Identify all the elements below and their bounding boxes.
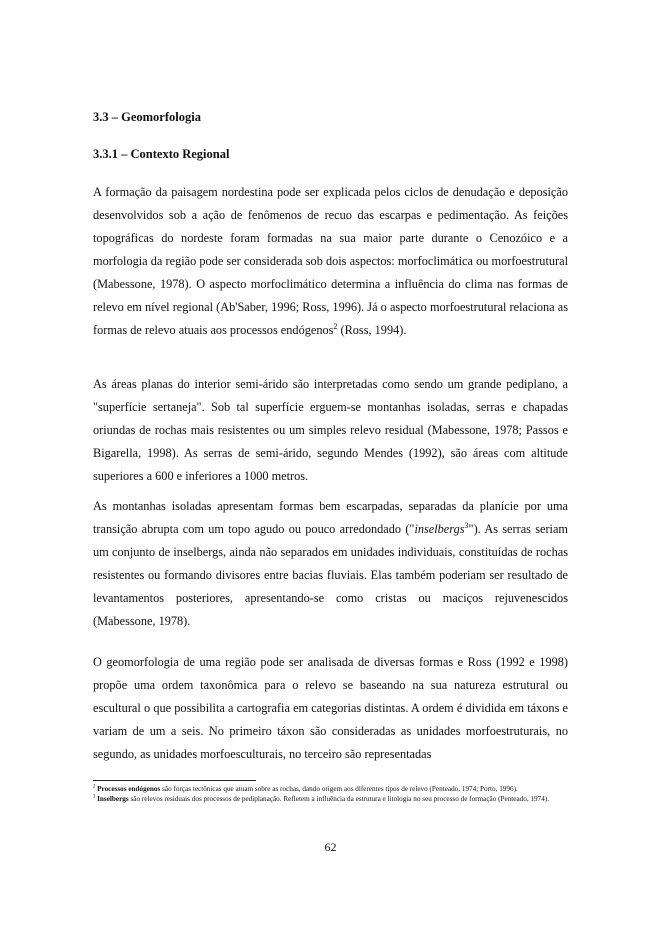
footnote-divider [93, 780, 256, 781]
footnote-text: são relevos residuais dos processos de pediplanação. Refletem a influência da estrutura e litologia no seu processo de formação (Penteado, 1974). [128, 795, 550, 803]
footnote-term: Processos endógenos [97, 785, 161, 793]
footnote-mark: 3 [93, 794, 96, 800]
paragraph-1-end: (Ross, 1994). [337, 323, 407, 337]
subsection-heading: 3.3.1 – Contexto Regional [93, 147, 230, 161]
paragraph-4: O geomorfologia de uma região pode ser analisada de diversas formas e Ross (1992 e 1998) propõe uma ordem taxonômica para o relevo se baseando na sua natureza estrutural ou escultural o que possibilita a cartografia em categorias distintas. A ordem é dividida em táxons e variam de um a seis. No primeiro táxon são consideradas as unidades morfoestruturais, no segundo, as unidades morfoesculturais, no terceiro são representadas [93, 655, 568, 761]
footnote-ref-2: 2 [333, 321, 338, 331]
paragraph-2: As áreas planas do interior semi-árido são interpretadas como sendo um grande pediplano, a "superfície sertaneja". Sob tal superfície erguem-se montanhas isoladas, serras e chapadas oriundas de rochas mais resistentes ou um simples relevo residual (Mabessone, 1978; Passos e Bigarella, 1998). As serras de semi-árido, segundo Mendes (1992), são áreas com altitude superiores a 600 e inferiores a 1000 metros. [93, 377, 568, 483]
footnote-2 [93, 784, 568, 794]
footnotes [93, 784, 568, 804]
paragraph-3-text: As montanhas isoladas apresentam formas bem escarpadas, separadas da planície por uma transição abrupta com um topo agudo ou pouco arredondado (" [93, 499, 568, 536]
paragraph-1 [93, 181, 568, 342]
footnote-mark: 2 [93, 784, 96, 790]
paragraph-3-end: "). As serras seriam um conjunto de inselbergs, ainda não separados em unidades individuais, constituídas de rochas resistentes ou formando divisores entre bacias fluviais. Elas também poderiam ser resultado de levantamentos posteriores, apresentando-se como cristas ou maciços rejuvenescidos (Mabessone, 1978). [93, 522, 568, 628]
footnote-ref-3: 3 [464, 520, 469, 530]
section-heading: 3.3 – Geomorfologia [93, 110, 201, 124]
footnote-text: são forças tectônicas que atuam sobre as rochas, dando origem aos diferentes tipos de relevo (Penteado, 1974; Porto, 1996). [160, 785, 518, 793]
page-number: 62 [324, 840, 337, 854]
footnote-term: Inselbergs [97, 795, 129, 803]
footnote-3 [93, 794, 568, 804]
paragraph-1-text: A formação da paisagem nordestina pode ser explicada pelos ciclos de denudação e deposição desenvolvidos sob a ação de fenômenos de recuo das escarpas e pedimentação. As feições topográficas do nordeste foram formadas na sua maior parte durante o Cenozóico e a morfologia da região pode ser considerada sob dois aspectos: morfoclimática ou morfoestrutural (Mabessone, 1978). O aspecto morfoclimático determina a influência do clima nas formas de relevo em nível regional (Ab'Saber, 1996; Ross, 1996). Já o aspecto morfoestrutural relaciona as formas de relevo atuais aos processos endógenos [93, 185, 568, 337]
paragraph-3 [93, 495, 568, 633]
paragraph-3-italic: inselbergs [414, 522, 465, 536]
